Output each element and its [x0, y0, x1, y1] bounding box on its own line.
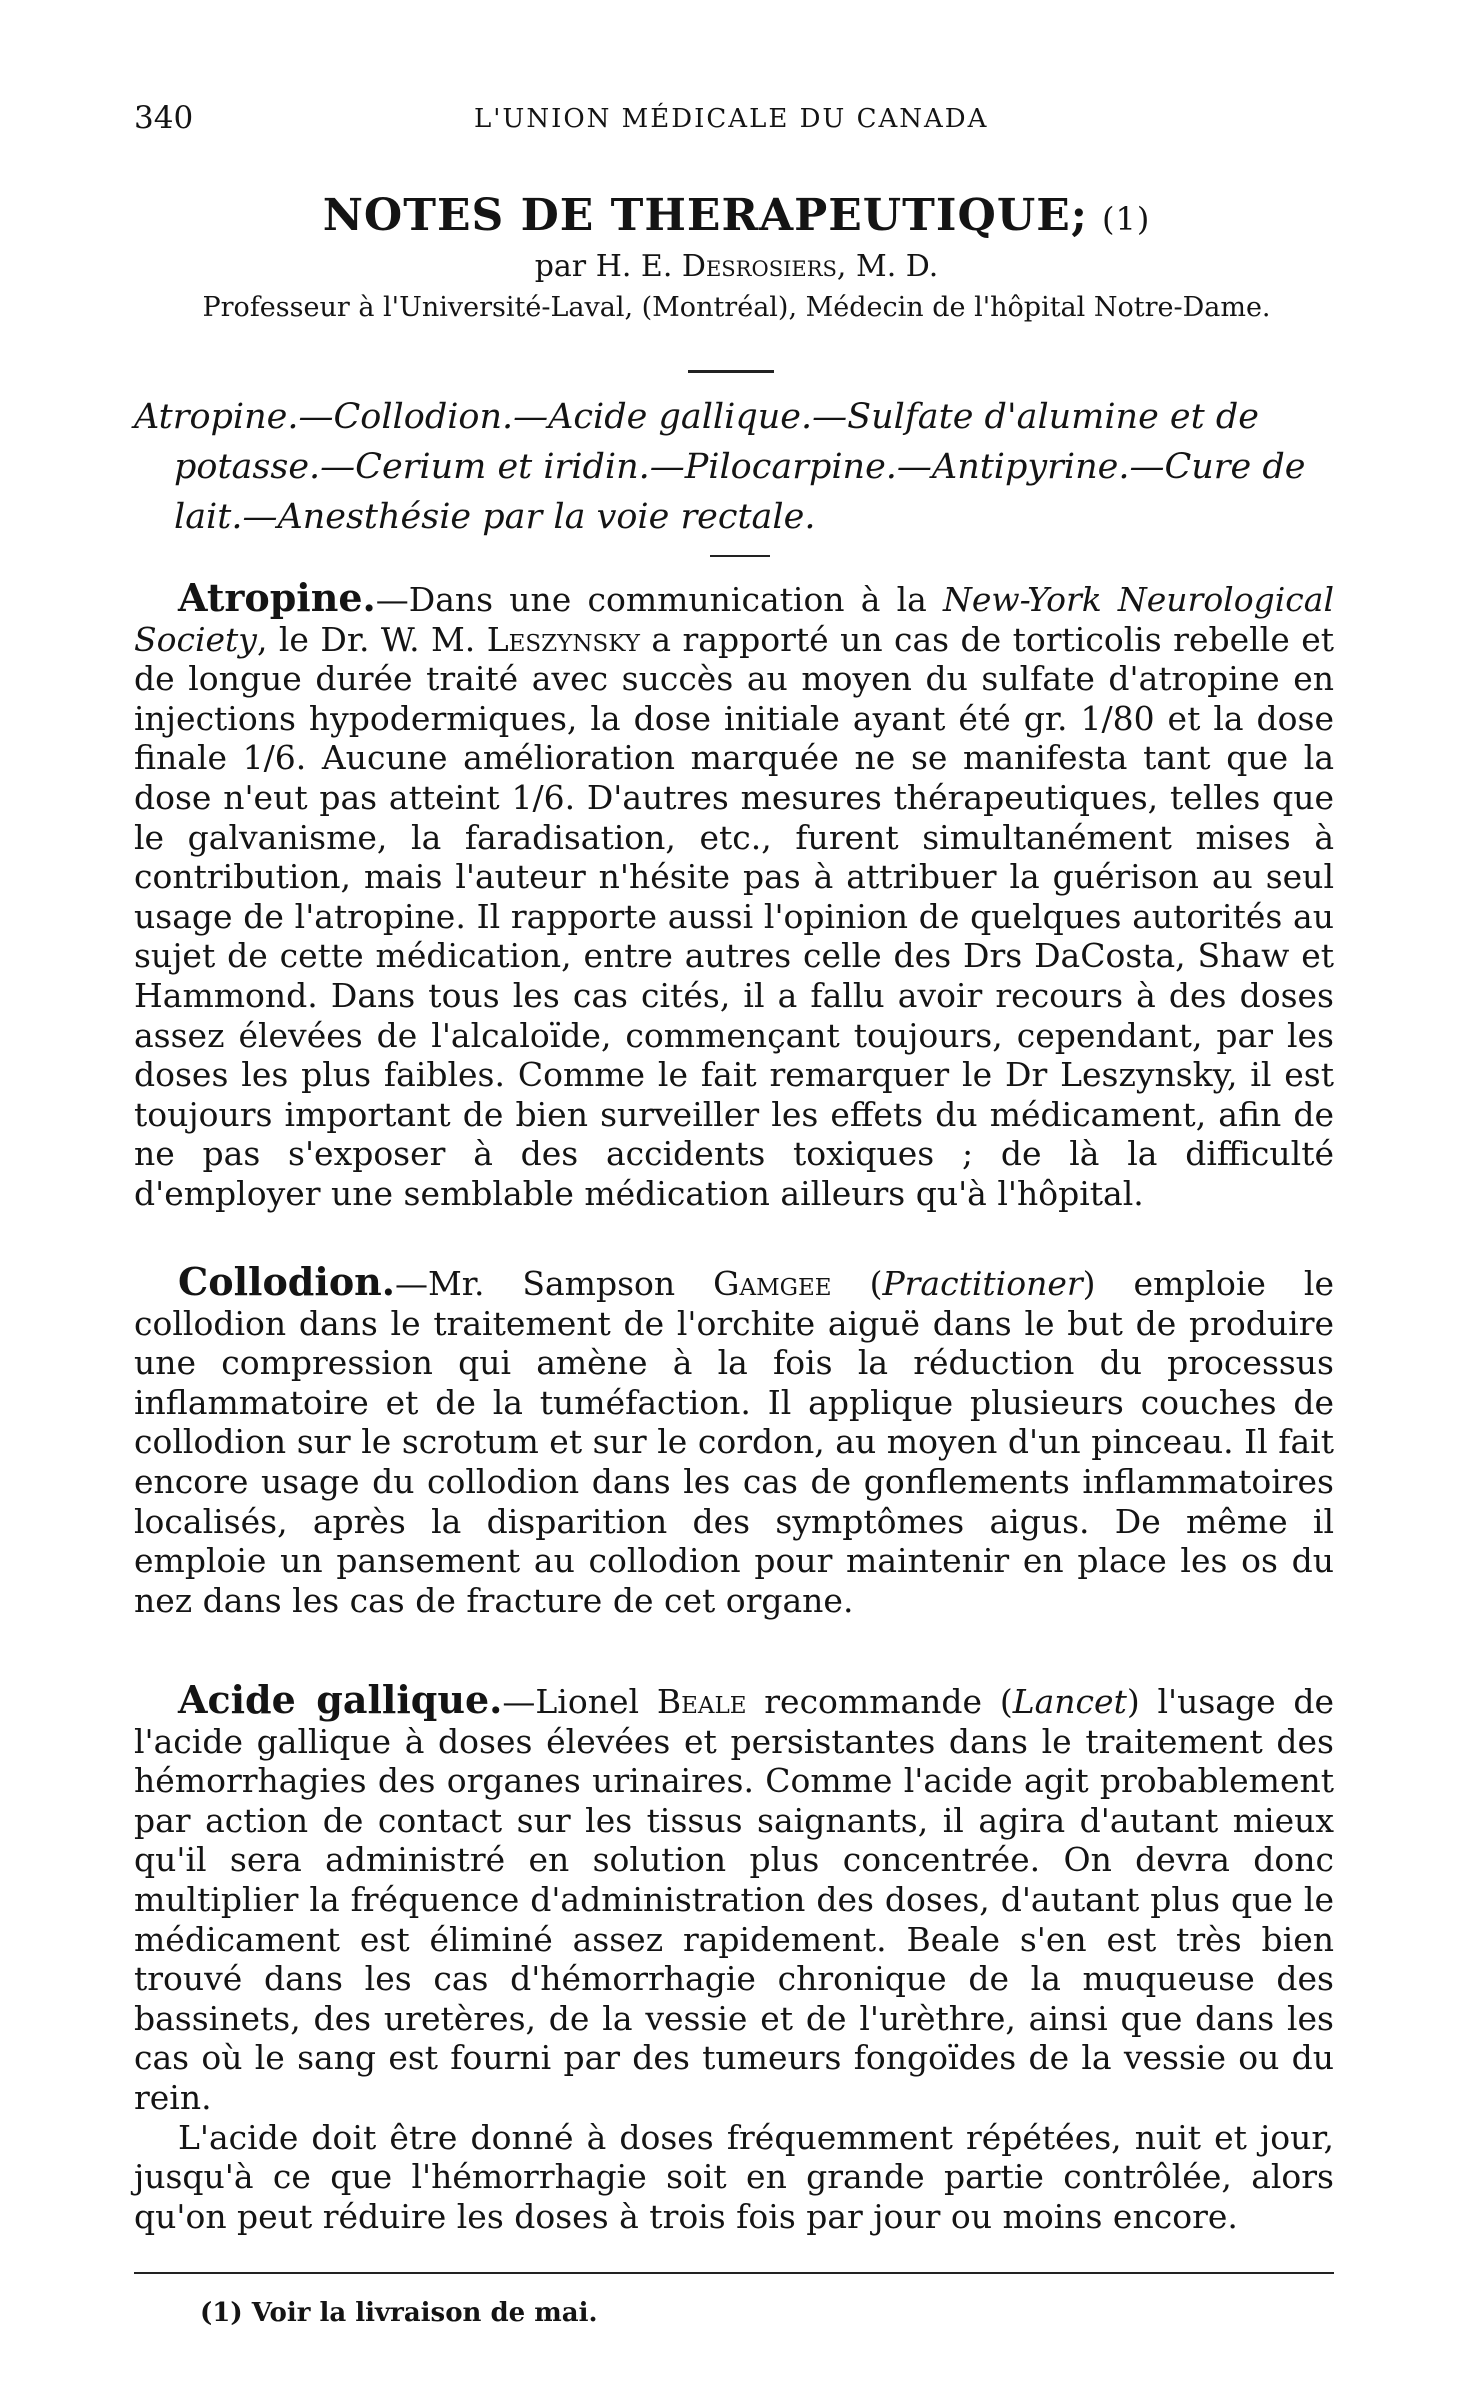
page-number: 340: [134, 100, 194, 136]
collodion-text: ) emploie le collodion dans le traitement de l'orchite aiguë dans le but de produire une compression qui amène à la fois la réduction du processus inflammatoire et de la tuméfaction. Il applique plusieurs couches de collodion sur le scrotum et sur le cordon, au moyen d'un pinceau. Il fait encore usage du collodion dans les cas de gonflements inflammatoires localisés, après la disparition des symptômes aigus. De même il emploie un pansement au collodion pour maintenir en place les os du nez dans les cas de fracture de cet organe.: [134, 1264, 1334, 1620]
acide-mid: recommande (: [746, 1682, 1013, 1721]
footnote: (1) Voir la livraison de mai.: [200, 2298, 598, 2328]
atropine-mid: , le Dr. W. M.: [256, 619, 487, 659]
author-name: H. E. Desrosiers, M. D.: [595, 249, 939, 284]
byline-prefix: par: [534, 249, 587, 284]
acide-author: Beale: [656, 1682, 747, 1721]
section-collodion: [134, 1259, 1334, 1620]
acide-text: ) l'usage de l'acide gallique à doses élevées et persistantes dans le traitement des hémorrhagies des organes urinaires. Comme l'acide agit probablement par action de contact sur les tissus saignants, il agira d'autant mieux qu'il sera administré en solution plus concentrée. On devra donc multiplier la fréquence d'administration des doses, d'autant plus que le médicament est éliminé assez rapidement. Beale s'en est très bien trouvé dans les cas d'hémorrhagie chronique de la muqueuse des bassinets, des uretères, de la vessie et de l'urèthre, ainsi que dans les cas où le sang est fourni par des tumeurs fongoïdes de la vessie ou du rein.: [134, 1682, 1334, 2117]
footnote-divider: [134, 2272, 1334, 2274]
title-divider: [688, 370, 774, 373]
journal-title: L'UNION MÉDICALE DU CANADA: [474, 104, 989, 134]
atropine-lead: —Dans une communication à la: [375, 580, 943, 619]
acide-source: Lancet: [1012, 1682, 1127, 1721]
atropine-author: Leszynsky: [486, 619, 640, 659]
section-heading-acide-gallique: Acide gallique.: [178, 1677, 503, 1722]
author-affiliation: Professeur à l'Université-Laval, (Montréal), Médecin de l'hôpital Notre-Dame.: [202, 292, 1271, 323]
collodion-source: Practitioner: [882, 1264, 1083, 1303]
title-footnote-marker[interactable]: (1): [1101, 200, 1151, 238]
collodion-author: Gamgee: [713, 1264, 832, 1303]
article-title-block: [134, 190, 1339, 323]
section-heading-atropine: Atropine.: [178, 575, 376, 620]
atropine-source: New-York Neurological Society: [134, 580, 1334, 659]
section-atropine: [134, 575, 1334, 1214]
article-title: [134, 190, 1339, 241]
running-head: [134, 100, 1334, 140]
section-heading-collodion: Collodion.: [178, 1259, 396, 1304]
byline: [134, 249, 1339, 284]
section-acide-gallique: [134, 1677, 1334, 2236]
acide-lead: —Lionel: [502, 1682, 657, 1721]
acide-paragraph-2: L'acide doit être donné à doses fréquemment répétées, nuit et jour, jusqu'à ce que l'hémorrhagie soit en grande partie contrôlée, alors qu'on peut réduire les doses à trois fois par jour ou moins encore.: [134, 2117, 1334, 2236]
atropine-text: a rapporté un cas de torticolis rebelle et de longue durée traité avec succès au moyen du sulfate d'atropine en injections hypodermiques, la dose initiale ayant été gr. 1/80 et la dose finale 1/6. Aucune amélioration marquée ne se manifesta tant que la dose n'eut pas atteint 1/6. D'autres mesures thérapeutiques, telles que le galvanisme, la faradisation, etc., furent simultanément mises à contribution, mais l'auteur n'hésite pas à attribuer la guérison au seul usage de l'atropine. Il rapporte aussi l'opinion de quelques autorités au sujet de cette médication, entre autres celle des Drs DaCosta, Shaw et Hammond. Dans tous les cas cités, il a fallu avoir recours à des doses assez élevées de l'alcaloïde, commençant toujours, cependant, par les doses les plus faibles. Comme le fait remarquer le Dr Leszynsky, il est toujours important de bien surveiller les effets du médicament, afin de ne pas s'exposer à des accidents toxiques ; de là la difficulté d'employer une semblable médication ailleurs qu'à l'hôpital.: [134, 619, 1334, 1213]
summary-divider: [710, 555, 770, 557]
article-summary: Atropine.—Collodion.—Acide gallique.—Sulfate d'alumine et de potasse.—Cerium et iridin.—Pilocarpine.—Antipyrine.—Cure de lait.—Anesthésie par la voie rectale.: [134, 397, 1306, 537]
collodion-lead: —Mr. Sampson: [395, 1264, 714, 1303]
article-title-text: NOTES DE THERAPEUTIQUE;: [322, 190, 1088, 241]
collodion-open: (: [831, 1264, 883, 1303]
